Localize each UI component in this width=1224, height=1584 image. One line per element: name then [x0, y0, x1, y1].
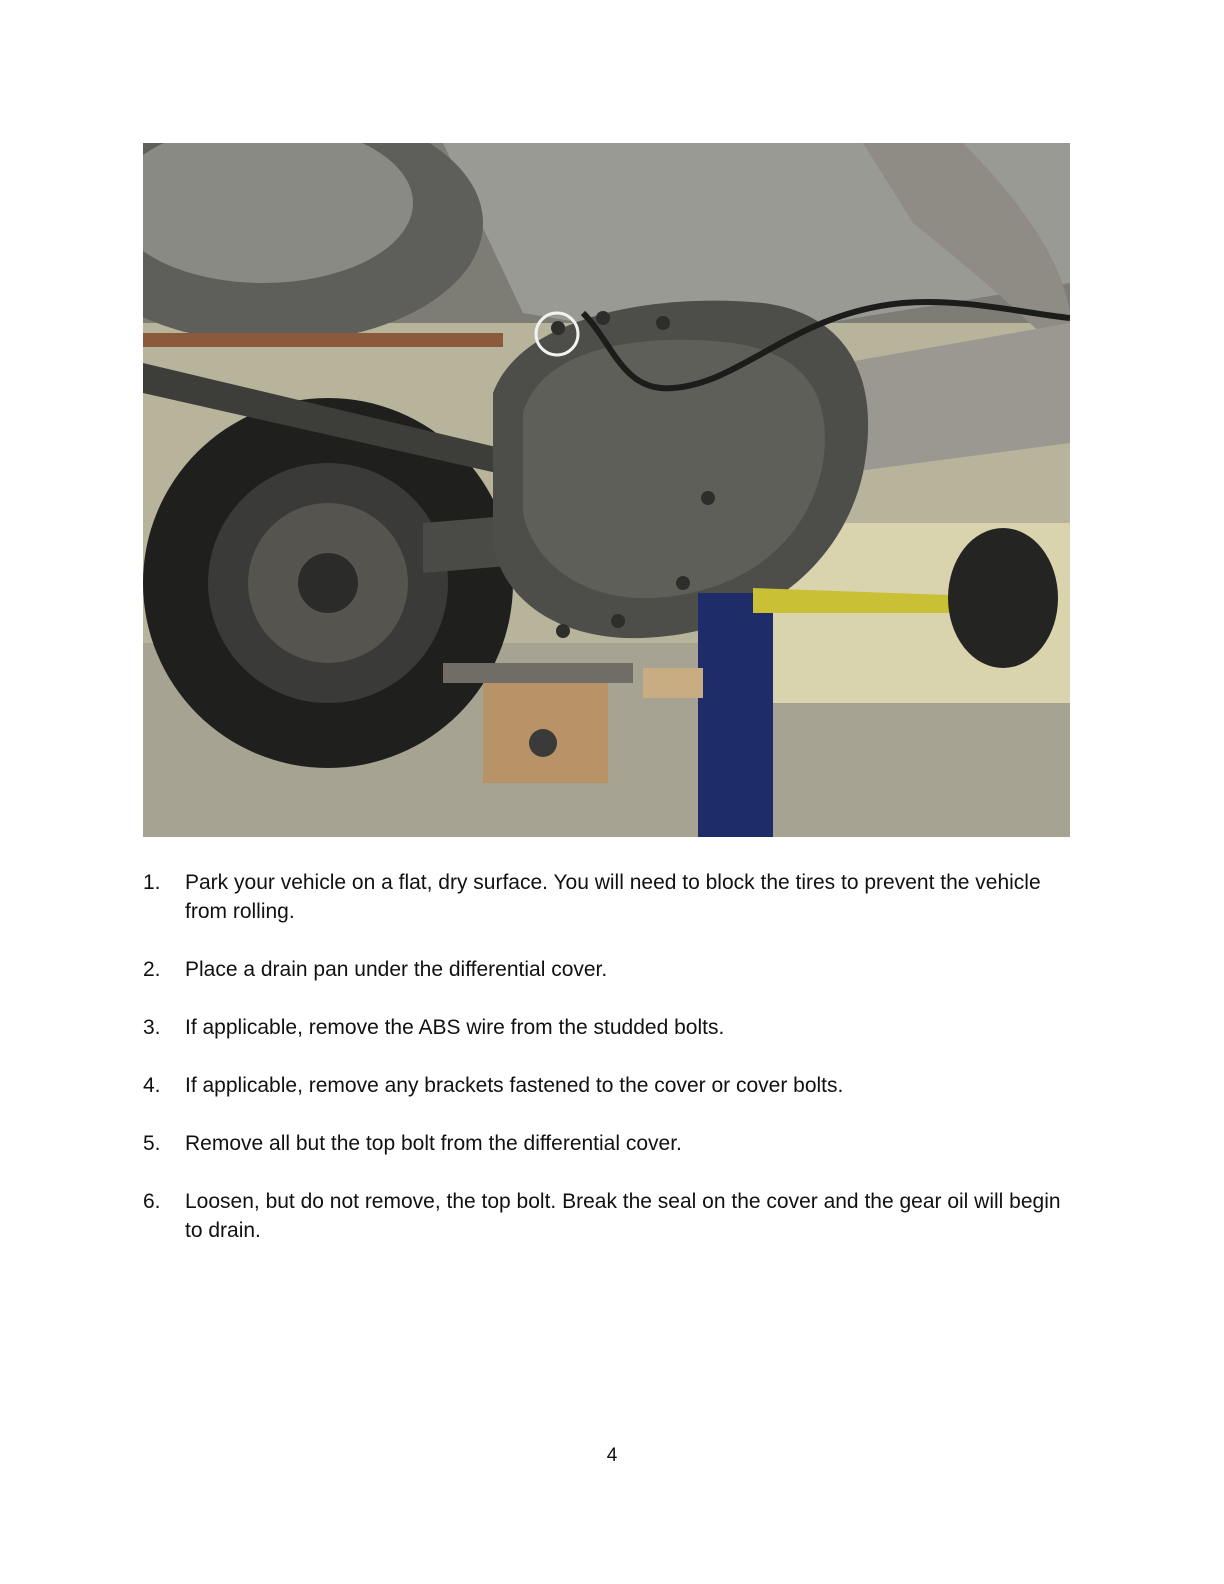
step-number: 6. — [143, 1190, 161, 1213]
step-number: 3. — [143, 1016, 161, 1039]
step-number: 5. — [143, 1132, 161, 1155]
page-number: 4 — [606, 1445, 618, 1466]
step-text: If applicable, remove any brackets fastened to the cover or cover bolts. — [185, 1074, 844, 1097]
step-text: Remove all but the top bolt from the differential cover. — [185, 1132, 682, 1155]
step-text: If applicable, remove the ABS wire from the studded bolts. — [185, 1016, 725, 1039]
step-text: Place a drain pan under the differential cover. — [185, 958, 608, 981]
instruction-steps — [143, 868, 1073, 1274]
step-number: 2. — [143, 958, 161, 981]
step-item — [143, 1071, 1073, 1100]
step-number: 4. — [143, 1074, 161, 1097]
step-number: 1. — [143, 871, 161, 894]
step-text: Park your vehicle on a flat, dry surface. You will need to block the tires to prevent the vehicle from rolling. — [185, 871, 1041, 923]
step-item — [143, 1013, 1073, 1042]
vehicle-underside-photo — [143, 143, 1070, 837]
step-item — [143, 868, 1073, 926]
step-item — [143, 1187, 1073, 1245]
step-text: Loosen, but do not remove, the top bolt. Break the seal on the cover and the gear oil will begin to drain. — [185, 1190, 1061, 1242]
step-item — [143, 955, 1073, 984]
step-item — [143, 1129, 1073, 1158]
